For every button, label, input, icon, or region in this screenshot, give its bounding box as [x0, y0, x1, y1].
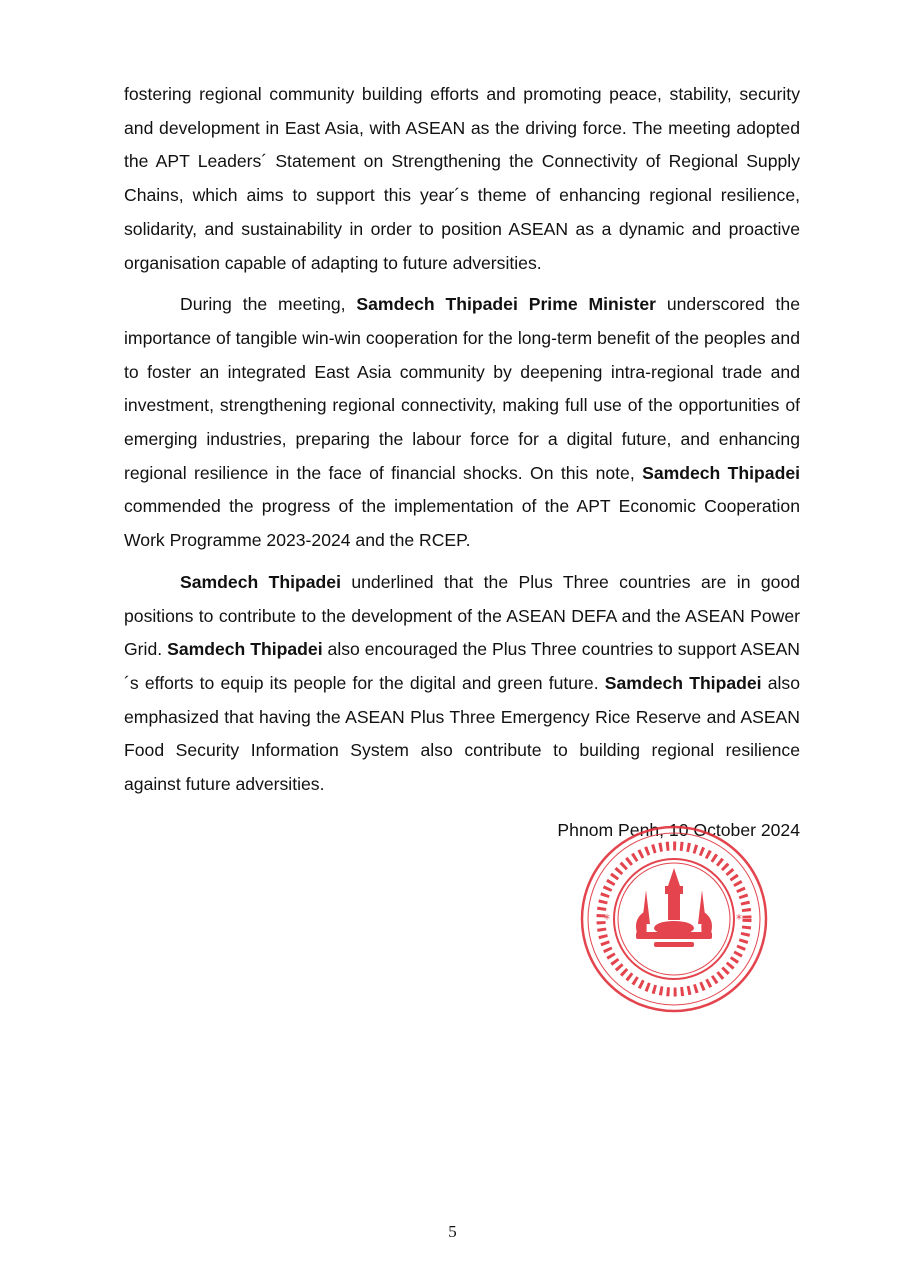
bold-name: Samdech Thipadei	[604, 672, 762, 693]
bold-name: Samdech Thipadei	[642, 462, 800, 483]
bold-name: Samdech Thipadei	[180, 571, 341, 592]
paragraph-1	[124, 78, 800, 280]
official-seal-icon	[576, 824, 772, 1014]
text-run: fostering regional community building efforts and promoting peace, stability, security and development in East Asia, with ASEAN as the driving force. The meeting adopted the APT Leaders´ Statement on Strengthening the Connectivity of Regional Supply Chains, which aims to support this year´s theme of enhancing regional resilience, solidarity, and sustainability in order to position ASEAN as a dynamic and proactive organisation capable of adapting to future adversities.	[124, 84, 800, 273]
paragraph-2	[124, 288, 800, 558]
page-number: 5	[448, 1222, 457, 1241]
text-run: underlined that the Plus Three countries are in good positions to contribute to the development of the ASEAN DEFA and the ASEAN Power Grid.	[124, 571, 801, 660]
text-run: also encouraged the Plus Three countries to support ASEAN´s efforts to equip its people for the digital and green future.	[124, 639, 801, 693]
place-date: Phnom Penh, 10 October 2024	[557, 820, 800, 840]
svg-text:*: *	[604, 912, 610, 926]
body-text	[124, 78, 800, 810]
text-run: underscored the importance of tangible win-win cooperation for the long-term benefit of the peoples and to foster an integrated East Asia community by deepening intra-regional trade and investment, strengthening regional connectivity, making full use of the opportunities of emerging industries, preparing the labour force for a digital future, and enhancing regional resilience in the face of financial shocks. On this note,	[124, 294, 800, 483]
paragraph-3	[124, 566, 800, 802]
bold-name: Samdech Thipadei	[167, 639, 323, 660]
bold-name: Samdech Thipadei Prime Minister	[356, 294, 656, 315]
text-run: commended the progress of the implementation of the APT Economic Cooperation Work Programme 2023-2024 and the RCEP.	[124, 496, 800, 551]
text-run: also emphasized that having the ASEAN Plus Three Emergency Rice Reserve and ASEAN Food Security Information System also contribute to building regional resilience against future adversities.	[124, 672, 800, 795]
svg-text:*: *	[736, 912, 742, 926]
text-run: During the meeting,	[180, 294, 357, 315]
